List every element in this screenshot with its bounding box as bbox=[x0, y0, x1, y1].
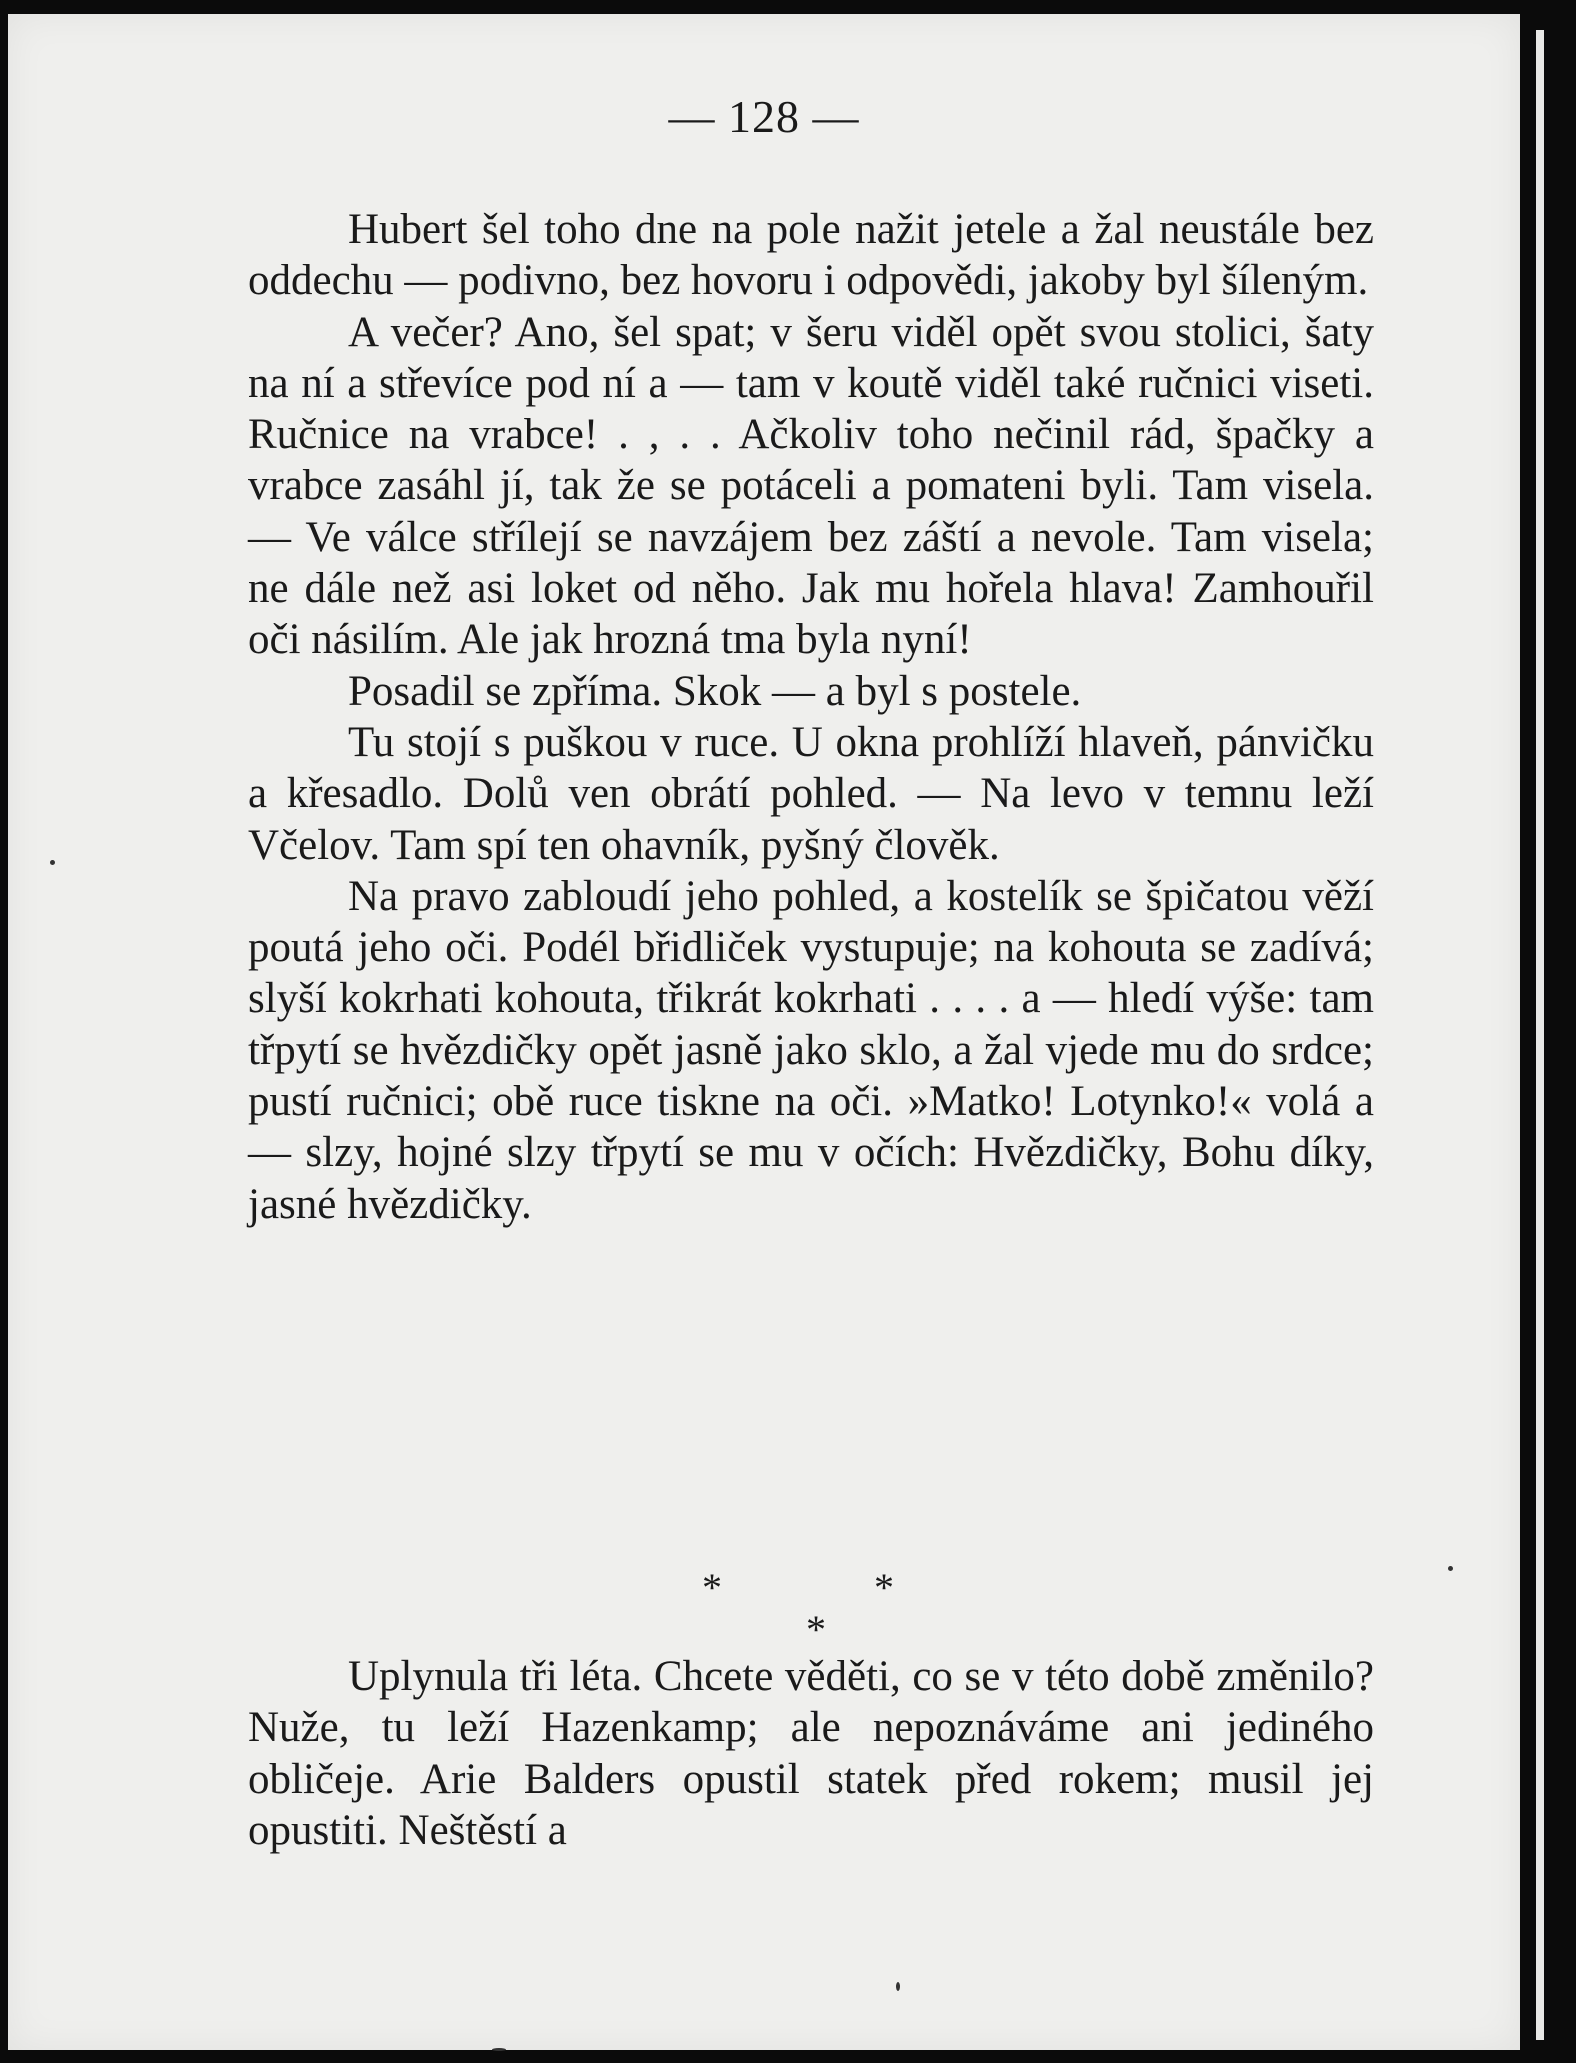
page-edge-strip bbox=[1536, 30, 1544, 2040]
text-block-top bbox=[248, 204, 1374, 1230]
paragraph: Posadil se zpříma. Skok — a byl s postele. bbox=[348, 667, 1082, 715]
paragraph: Uplynula tři léta. Chcete věděti, co se v této době změnilo? Nuže, tu leží Hazenkamp; ale nepoznáváme ani jediného obličeje. Arie Balders opustil statek před rokem; musil jej opustiti. Neštěstí a bbox=[248, 1653, 1374, 1854]
print-speck bbox=[896, 1982, 900, 1991]
paragraph: Hubert šel toho dne na pole nažit jetele a žal neustále bez oddechu — podivno, bez hovoru i odpovědi, jakoby byl šíleným. bbox=[248, 206, 1374, 305]
page-number: — 128 — bbox=[668, 91, 860, 142]
print-speck bbox=[492, 2048, 506, 2051]
paragraph: Tu stojí s puškou v ruce. U okna prohlíží hlaveň, pánvičku a křesadlo. Dolů ven obrátí pohled. — Na levo v temnu leží Včelov. Tam spí ten ohavník, pyšný člověk. bbox=[248, 718, 1374, 869]
separator-star: * bbox=[806, 1607, 826, 1652]
separator-star: * bbox=[702, 1565, 722, 1610]
paragraph: A večer? Ano, šel spat; v šeru viděl opět svou stolici, šaty na ní a střevíce pod ní a — tam v koutě viděl také ručnici viseti. Ručnice na vrabce! . , . . Ačkoliv toho nečinil rád, špačky a vrabce zasáhl jí, tak že se potáceli a pomateni byli. Tam visela. — Ve válce střílejí se navzájem bez záští a nevole. Tam visela; ne dále než asi loket od něho. Jak mu hořela hlava! Zamhouřil oči násilím. Ale jak hrozná tma byla nyní! bbox=[248, 308, 1374, 664]
text-block-bottom bbox=[248, 1651, 1374, 1856]
separator-star: * bbox=[874, 1565, 894, 1610]
scan-border bbox=[1520, 0, 1576, 2063]
print-speck bbox=[50, 860, 55, 865]
print-speck bbox=[1448, 1566, 1453, 1571]
paragraph: Na pravo zabloudí jeho pohled, a kostelík se špičatou věží poutá jeho oči. Podél břidliček vystupuje; na kohouta se zadívá; slyší kokrhati kohouta, třikrát kokrhati . . . . a — hledí výše: tam třpytí se hvězdičky opět jasně jako sklo, a žal vjede mu do srdce; pustí ručnici; obě ruce tiskne na oči. »Matko! Lotynko!« volá a — slzy, hojné slzy třpytí se mu v očích: Hvězdičky, Bohu díky, jasné hvězdičky. bbox=[248, 872, 1374, 1228]
book-page bbox=[8, 14, 1520, 2050]
